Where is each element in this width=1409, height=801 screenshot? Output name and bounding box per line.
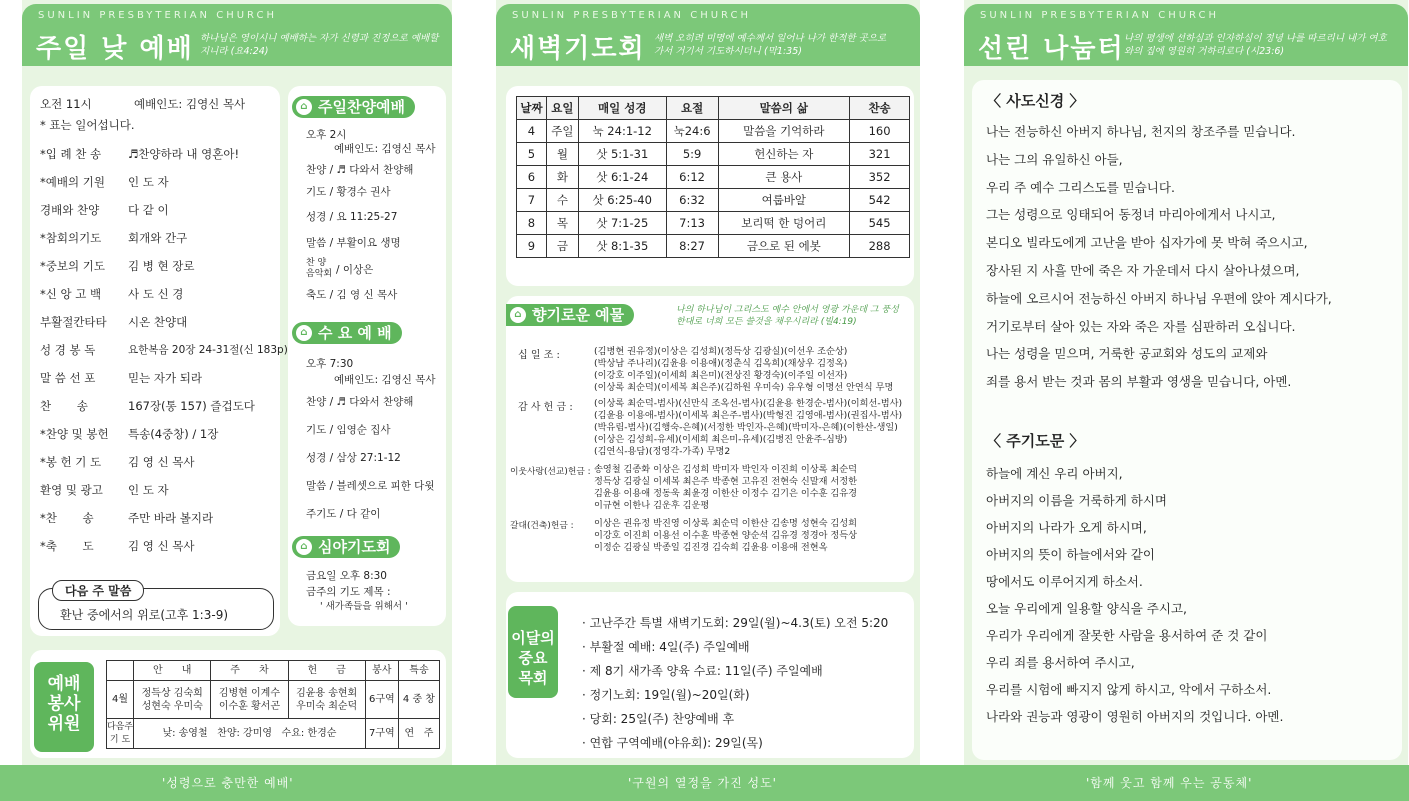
- dawn-header: 말씀의 삶: [718, 97, 850, 120]
- dawn-cell: 352: [850, 166, 910, 189]
- order-value: ♬찬양하라 내 영혼아!: [128, 147, 240, 161]
- dawn-cell: 큰 용사: [718, 166, 850, 189]
- creed-line: 나는 전능하신 아버지 하나님, 천지의 창조주를 믿습니다.: [986, 124, 1296, 139]
- footer-bar: [0, 765, 1409, 801]
- news-text: 고난주간 특별 새벽기도회: 29일(월)~4.3(토) 오전 5:20: [589, 616, 889, 630]
- offering-line: (박상남 주나리)(김윤용 이용애)(정춘식 김옥희)(채상우 김정옥): [594, 358, 848, 369]
- dawn-header: 찬송: [850, 97, 910, 120]
- sunday-praise-line: 기도 / 황경수 권사: [306, 186, 391, 198]
- team-cell: 김병현 이계수 이수훈 황서곤: [211, 681, 288, 719]
- sunday-praise-line: / 이상은: [336, 264, 374, 276]
- dawn-cell: 6:32: [666, 189, 718, 212]
- order-label: 찬 송: [40, 399, 88, 413]
- dawn-cell: 삿 6:25-40: [578, 189, 666, 212]
- news-label: 이달의 중요 목회: [508, 606, 558, 698]
- church-icon: ⌂: [296, 539, 312, 555]
- creed-line: 장사된 지 사흘 만에 죽은 자 가운데서 다시 살아나셨으며,: [986, 263, 1300, 278]
- sunday-praise-title: ⌂ 주일찬양예배: [292, 96, 415, 118]
- dawn-cell: 금으로 된 에봇: [718, 235, 850, 258]
- dawn-header: 요절: [666, 97, 718, 120]
- order-label: 성 경 봉 독: [40, 343, 96, 357]
- creed-line: 본디오 빌라도에게 고난을 받아 십자가에 못 박혀 죽으시고,: [986, 235, 1308, 251]
- news-item: [582, 614, 888, 631]
- dawn-header: 날짜: [517, 97, 547, 120]
- offering-line: (김윤용 이용애-범사)(이세복 최은주-범사)(박형진 김영애-범사)(권집사-범사): [594, 410, 903, 421]
- dawn-cell: 눅 24:1-12: [578, 120, 666, 143]
- dawn-cell: 5: [517, 143, 547, 166]
- prayer-title: 〈 주기도문 〉: [986, 432, 1085, 450]
- wednesday-line: 기도 / 임영순 집사: [306, 424, 391, 436]
- prayer-line: 아버지의 이름을 거룩하게 하시며: [986, 493, 1167, 508]
- order-label: 환영 및 광고: [40, 483, 103, 497]
- dawn-cell: 헌신하는 자: [718, 143, 850, 166]
- dawn-row: [517, 189, 910, 212]
- news-text: 연합 구역예배(야유회): 29일(목): [589, 736, 763, 750]
- left-verse: 하나님은 영이시니 예배하는 자가 신령과 진정으로 예배할지니라 (요4:24): [200, 33, 439, 57]
- team-header: 봉사: [365, 661, 398, 681]
- dawn-cell: 삿 5:1-31: [578, 143, 666, 166]
- dawn-cell: 160: [850, 120, 910, 143]
- dawn-cell: 321: [850, 143, 910, 166]
- offering-title: ⌂ 향기로운 예물: [506, 304, 634, 326]
- team-week: 4월: [107, 681, 134, 719]
- dawn-cell: 눅24:6: [666, 120, 718, 143]
- creed-line: 죄를 용서 받는 것과 몸의 부활과 영생을 믿습니다, 아멘.: [986, 374, 1292, 390]
- church-name: SUNLIN PRESBYTERIAN CHURCH: [38, 10, 277, 21]
- dawn-cell: 삿 8:1-35: [578, 235, 666, 258]
- dawn-cell: 보리떡 한 덩어리: [718, 212, 850, 235]
- dawn-prayer-table: [516, 96, 910, 258]
- dawn-cell: 여룹바알: [718, 189, 850, 212]
- footer-motto-2: '구원의 열정을 가진 성도': [628, 776, 777, 790]
- dawn-cell: 주일: [546, 120, 578, 143]
- order-label: 부활절칸타타: [40, 315, 107, 329]
- order-label: *찬양 및 봉헌: [40, 427, 109, 441]
- dawn-cell: 금: [546, 235, 578, 258]
- news-text: 부활절 예배: 4일(주) 주일예배: [589, 640, 750, 654]
- order-label: *신 앙 고 백: [40, 287, 102, 301]
- dawn-cell: 삿 6:1-24: [578, 166, 666, 189]
- prayer-line: 우리를 시험에 빠지지 않게 하시고, 악에서 구하소서.: [986, 682, 1272, 697]
- prayer-line: 오늘 우리에게 일용할 양식을 주시고,: [986, 601, 1187, 616]
- team-header: 주 차: [211, 661, 288, 681]
- bullet-icon: ·: [582, 664, 590, 678]
- news-item: [582, 662, 823, 679]
- sunday-praise-line: 예배인도: 김영신 목사: [334, 143, 436, 155]
- header-blank: [107, 661, 134, 681]
- creed-line: 나는 그의 유일하신 아들,: [986, 151, 1123, 167]
- offering-verse: 나의 하나님이 그리스도 예수 안에서 영광 가운데 그 풍성한대로 너희 모든 쓸것을 채우시리라 (빌4:19): [676, 305, 899, 327]
- news-item: [582, 686, 750, 703]
- offering-line: 이규현 이한나 김운후 김운평: [594, 500, 710, 511]
- night-line: 금요일 오후 8:30: [306, 570, 387, 582]
- middle-header: [496, 4, 920, 66]
- order-value: 김 병 현 장로: [128, 259, 195, 273]
- bullet-icon: ·: [582, 712, 590, 726]
- church-icon: ⌂: [510, 307, 526, 323]
- order-label: *입 례 찬 송: [40, 147, 102, 161]
- creed-line: 그는 성령으로 잉태되어 동정녀 마리아에게서 나시고,: [986, 207, 1276, 223]
- order-label: 경배와 찬양: [40, 203, 100, 217]
- left-title: 주일 낮 예배: [36, 34, 194, 64]
- order-value: 요한복음 20장 24-31절(신 183p): [128, 344, 288, 356]
- team-header: 특송: [398, 661, 439, 681]
- wednesday-line: 말씀 / 블레셋으로 피한 다윗: [306, 480, 435, 492]
- church-name: SUNLIN PRESBYTERIAN CHURCH: [980, 10, 1219, 21]
- dawn-header: 매일 성경: [578, 97, 666, 120]
- dawn-cell: 4: [517, 120, 547, 143]
- dawn-row: [517, 235, 910, 258]
- team-cell: 정득상 김숙희 성현숙 우미숙: [134, 681, 211, 719]
- dawn-cell: 8: [517, 212, 547, 235]
- news-item: [582, 638, 750, 655]
- creed-line: 거기로부터 살아 있는 자와 죽은 자를 심판하러 오십니다.: [986, 318, 1296, 334]
- order-value: 인 도 자: [128, 483, 169, 497]
- dawn-cell: 수: [546, 189, 578, 212]
- bullet-icon: ·: [582, 616, 590, 630]
- dawn-cell: 7:13: [666, 212, 718, 235]
- dawn-row: [517, 143, 910, 166]
- order-label: *중보의 기도: [40, 259, 105, 273]
- offering-label: 감 사 헌 금 :: [518, 402, 573, 413]
- right-header: [964, 4, 1408, 66]
- dawn-cell: 6:12: [666, 166, 718, 189]
- dawn-cell: 8:27: [666, 235, 718, 258]
- order-value: 인 도 자: [128, 175, 169, 189]
- service-leader: 예배인도: 김영신 목사: [134, 97, 246, 111]
- dawn-cell: 545: [850, 212, 910, 235]
- sunday-praise-line: 축도 / 김 영 신 목사: [306, 289, 398, 301]
- prayer-line: 땅에서도 이루어지게 하소서.: [986, 574, 1143, 589]
- middle-verse: 새벽 오히려 미명에 예수께서 일어나 나가 한적한 곳으로 가서 거기서 기도하시더니 (막1:35): [654, 33, 887, 57]
- service-team-table: [106, 660, 440, 749]
- creed-line: 나는 성령을 믿으며, 거룩한 공교회와 성도의 교제와: [986, 346, 1268, 362]
- dawn-cell: 542: [850, 189, 910, 212]
- dawn-row: [517, 212, 910, 235]
- footer-motto-1: '성령으로 충만한 예배': [162, 776, 294, 790]
- order-label: *축 도: [40, 539, 94, 553]
- offering-label: 십 일 조 :: [518, 350, 560, 361]
- wednesday-line: 성경 / 삼상 27:1-12: [306, 452, 401, 464]
- team-header: 헌 금: [288, 661, 365, 681]
- offering-line: 정득상 김광실 이세복 최은주 박종현 고유진 전현숙 신말재 서정한: [594, 476, 857, 487]
- sunday-praise-line: 찬 양 음악회: [306, 258, 333, 279]
- dawn-cell: 5:9: [666, 143, 718, 166]
- creed-line: 우리 주 예수 그리스도를 믿습니다.: [986, 179, 1175, 195]
- order-value: 김 영 신 목사: [128, 455, 195, 469]
- footer-motto-3: '함께 웃고 함께 우는 공동체': [1086, 776, 1253, 790]
- bullet-icon: ·: [582, 640, 590, 654]
- left-header: [22, 4, 452, 66]
- wednesday-line: 예배인도: 김영신 목사: [334, 374, 436, 386]
- order-label: *봉 헌 기 도: [40, 455, 102, 469]
- service-team-label: 예배 봉사 위원: [34, 662, 94, 752]
- bullet-icon: ·: [582, 688, 590, 702]
- offering-line: (이강호 이주일)(이세희 최은미)(전상진 황경숙)(이주일 이선자): [594, 370, 848, 381]
- team-prayer: 낮: 송영철 찬양: 강미영 수요: 한경순: [134, 719, 366, 749]
- wednesday-line: 주기도 / 다 같이: [306, 508, 381, 520]
- middle-title: 새벽기도회: [510, 34, 646, 64]
- dawn-header-row: [517, 97, 910, 120]
- order-value: 회개와 간구: [128, 231, 188, 245]
- news-item: [582, 734, 763, 751]
- offering-label: 이웃사랑(선교)헌금 :: [510, 467, 591, 477]
- dawn-cell: 화: [546, 166, 578, 189]
- team-cell: 7구역: [365, 719, 398, 749]
- dawn-cell: 7: [517, 189, 547, 212]
- prayer-line: 우리가 우리에게 잘못한 사람을 용서하여 준 것 같이: [986, 628, 1268, 643]
- offering-label: 갈대(건축)헌금 :: [510, 521, 574, 531]
- prayer-line: 나라와 권능과 영광이 영원히 아버지의 것입니다. 아멘.: [986, 709, 1284, 724]
- offering-line: (이상은 김성희-유세)(이세희 최은미-유세)(김병진 안윤주-심방): [594, 434, 848, 445]
- dawn-row: [517, 120, 910, 143]
- team-cell: 4 중 창: [398, 681, 439, 719]
- order-label: *예배의 기원: [40, 175, 105, 189]
- prayer-line: 아버지의 나라가 오게 하시며,: [986, 520, 1147, 535]
- sunday-praise-line: 오후 2시: [306, 129, 347, 141]
- night-line: 금주의 기도 제목 :: [306, 586, 391, 598]
- offering-line: (박유림-범사)(김행숙-은혜)(서정한 박인자-은혜)(박미자-은혜)(이한산-생일): [594, 422, 898, 433]
- news-item: [582, 710, 734, 727]
- team-header: 안 내: [134, 661, 211, 681]
- church-icon: ⌂: [296, 99, 312, 115]
- offering-line: 이강호 이진희 이용선 이수훈 박종현 양순석 김유경 정경아 정득상: [594, 530, 857, 541]
- next-week-text: 환난 중에서의 위로(고후 1:3-9): [60, 608, 229, 622]
- wednesday-line: 찬양 / ♬ 다와서 찬양해: [306, 396, 414, 408]
- standing-note: * 표는 일어섭니다.: [40, 118, 135, 132]
- right-title: 선린 나눔터: [978, 34, 1125, 64]
- order-label: *찬 송: [40, 511, 94, 525]
- prayer-line: 아버지의 뜻이 하늘에서와 같이: [986, 547, 1155, 562]
- creed-title: 〈 사도신경 〉: [986, 92, 1085, 110]
- sunday-praise-line: 찬양 / ♬ 다와서 찬양해: [306, 164, 414, 176]
- offering-line: (이상록 최순덕-범사)(신만식 조옥선-범사)(김윤용 한경순-범사)(이희선-범사): [594, 398, 903, 409]
- offering-line: (김병현 권유정)(이상은 김성희)(정득상 김광실)(이선우 조순상): [594, 346, 848, 357]
- order-label: 말 씀 선 포: [40, 371, 96, 385]
- dawn-row: [517, 166, 910, 189]
- offering-line: 이상은 권유정 박진영 이상록 최순덕 이한산 김송명 성현숙 김성희: [594, 518, 857, 529]
- prayer-line: 우리 죄를 용서하여 주시고,: [986, 655, 1135, 670]
- order-value: 다 같 이: [128, 203, 169, 217]
- team-week: 다음주 기 도: [107, 719, 134, 749]
- church-icon: ⌂: [296, 325, 312, 341]
- order-value: 특송(4중창) / 1장: [128, 427, 219, 441]
- dawn-header: 요일: [546, 97, 578, 120]
- creed-line: 하늘에 오르시어 전능하신 아버지 하나님 우편에 앉아 계시다가,: [986, 290, 1332, 306]
- team-cell: 연 주: [398, 719, 439, 749]
- right-verse: 나의 평생에 선하심과 인자하심이 정녕 나를 따르리니 내가 여호와의 집에 영원히 거하리로다 (시23:6): [1124, 33, 1387, 57]
- offering-line: 김윤용 이용애 정동욱 최윤경 이한산 이정수 김기은 이수훈 김유경: [594, 488, 857, 499]
- offering-line: 송영철 김종화 이상은 김성희 박미자 박인자 이진희 이상록 최순덕: [594, 464, 857, 475]
- order-value: 믿는 자가 되라: [128, 371, 202, 385]
- prayer-line: 하늘에 계신 우리 아버지,: [986, 466, 1123, 481]
- dawn-cell: 월: [546, 143, 578, 166]
- dawn-cell: 6: [517, 166, 547, 189]
- order-value: 김 영 신 목사: [128, 539, 195, 553]
- news-text: 정기노회: 19일(월)~20일(화): [589, 688, 750, 702]
- night-line: ' 새가족들을 위해서 ': [320, 601, 408, 612]
- team-cell: 김윤용 송현회 우미숙 최순덕: [288, 681, 365, 719]
- dawn-cell: 목: [546, 212, 578, 235]
- team-cell: 6구역: [365, 681, 398, 719]
- dawn-cell: 말씀을 기억하라: [718, 120, 850, 143]
- church-name: SUNLIN PRESBYTERIAN CHURCH: [512, 10, 751, 21]
- offering-line: 이정순 김광실 박종일 김진경 김숙희 김윤용 이용애 전현옥: [594, 542, 828, 553]
- offering-line: (김연식-용담)(정영각-가족) 무명2: [594, 446, 731, 457]
- wednesday-title: ⌂ 수 요 예 배: [292, 322, 402, 344]
- dawn-cell: 9: [517, 235, 547, 258]
- night-prayer-title: ⌂ 심야기도회: [292, 536, 400, 558]
- next-week-label: 다음 주 말씀: [52, 580, 144, 601]
- bullet-icon: ·: [582, 736, 590, 750]
- order-label: *참회의기도: [40, 231, 102, 245]
- news-text: 당회: 25일(주) 찬양예배 후: [589, 712, 735, 726]
- order-value: 167장(통 157) 즐겁도다: [128, 399, 255, 413]
- order-value: 주만 바라 볼지라: [128, 511, 214, 525]
- sunday-praise-line: 말씀 / 부활이요 생명: [306, 237, 401, 249]
- dawn-cell: 삿 7:1-25: [578, 212, 666, 235]
- wednesday-line: 오후 7:30: [306, 358, 354, 370]
- order-value: 사 도 신 경: [128, 287, 184, 301]
- dawn-cell: 288: [850, 235, 910, 258]
- sunday-praise-line: 성경 / 요 11:25-27: [306, 211, 398, 223]
- offering-line: (이상록 최순덕)(이세복 최은주)(김하원 우미숙) 유우형 이명선 안연식 무명: [594, 382, 894, 393]
- service-time: 오전 11시: [40, 97, 92, 111]
- order-value: 시온 찬양대: [128, 315, 188, 329]
- news-text: 제 8기 새가족 양육 수료: 11일(주) 주일예배: [589, 664, 823, 678]
